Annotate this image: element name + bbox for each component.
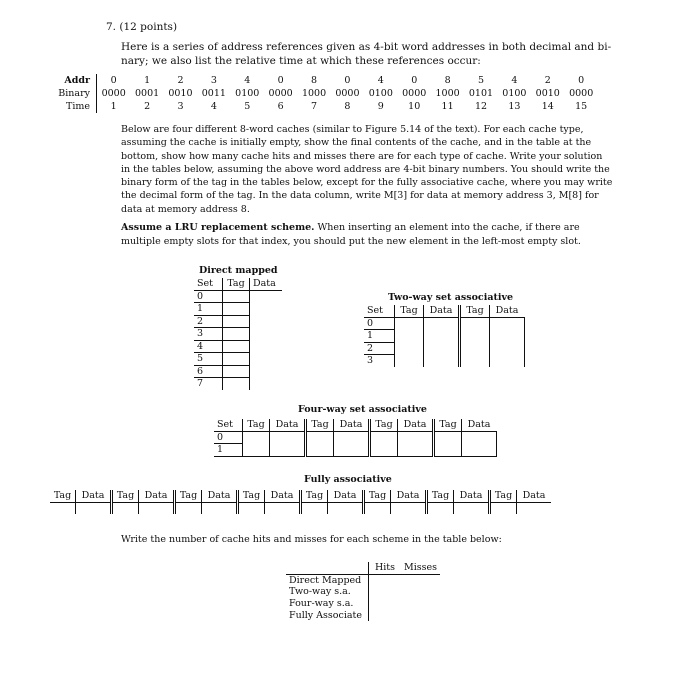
binary-cell: 0100 [502, 88, 527, 99]
time-label: Time [52, 100, 97, 113]
data-cell[interactable] [334, 444, 370, 457]
direct-mapped-title: Direct mapped [199, 265, 278, 276]
addr-row [52, 74, 598, 87]
col-header: Tag [434, 419, 462, 431]
instruction-line: assuming the cache is initially empty, show the final contents of the cache, and in the table at the [121, 137, 592, 149]
table-row [364, 317, 524, 330]
binary-label: Binary [52, 87, 97, 100]
col-header: Data [517, 490, 552, 502]
addr-cell: 5 [477, 75, 485, 86]
binary-cell: 1000 [301, 88, 327, 99]
time-row [52, 100, 598, 113]
data-cell[interactable] [391, 502, 427, 514]
data-cell[interactable] [424, 330, 460, 343]
data-cell[interactable] [202, 502, 238, 514]
data-cell[interactable] [250, 290, 283, 303]
instruction-line: binary form of the tag in the tables below, except for the fully associative cache, where you may write [121, 177, 613, 189]
col-header: Tag [460, 305, 490, 317]
lru-line [121, 221, 581, 235]
scheme-label: Direct Mapped [286, 574, 369, 586]
data-cell[interactable] [398, 431, 434, 444]
col-header: Tag [427, 490, 454, 502]
binary-cell: 0000 [335, 88, 360, 99]
data-cell[interactable] [139, 502, 175, 514]
col-header: Data [454, 490, 490, 502]
data-cell[interactable] [490, 342, 525, 355]
fully-associative-title: Fully associative [304, 474, 392, 485]
col-header: Tag [490, 490, 517, 502]
col-header: Set [214, 419, 243, 431]
set-index: 4 [194, 340, 223, 353]
problem-heading [106, 21, 177, 35]
data-cell[interactable] [334, 431, 370, 444]
hits-misses-table [286, 562, 440, 621]
binary-row [52, 87, 598, 100]
set-index: 0 [214, 431, 243, 444]
address-reference-table [52, 74, 598, 113]
data-cell[interactable] [250, 353, 283, 366]
data-cell[interactable] [462, 431, 497, 444]
data-cell[interactable] [250, 303, 283, 316]
instruction-line: the decimal form of the tag. In the data column, write M[3] for data at memory address 3, M[8] for [121, 190, 599, 202]
addr-cell: 8 [444, 75, 451, 86]
set-index: 3 [364, 355, 395, 367]
tag-cell[interactable] [460, 342, 490, 355]
addr-cell: 4 [244, 75, 251, 86]
data-cell[interactable] [328, 502, 364, 514]
binary-cell: 0100 [368, 88, 393, 99]
tag-cell[interactable] [223, 303, 250, 316]
table-row [286, 598, 440, 610]
set-index: 1 [194, 303, 223, 316]
tag-cell[interactable] [223, 328, 250, 341]
binary-cell: 0011 [201, 88, 226, 99]
set-index: 0 [194, 290, 223, 303]
col-header: Data [328, 490, 364, 502]
hits-header: Hits [369, 562, 402, 574]
instruction-line: in the tables below, assuming the above word address are 4-bit binary numbers. You should write the [121, 163, 610, 175]
tag-cell[interactable] [50, 502, 76, 514]
col-header: Data [265, 490, 301, 502]
summary-corner [286, 562, 369, 574]
tag-cell[interactable] [112, 502, 139, 514]
col-header: Data [76, 490, 112, 502]
problem-number: 7. [106, 21, 117, 33]
col-header: Data [391, 490, 427, 502]
tag-cell[interactable] [301, 502, 328, 514]
tag-cell[interactable] [238, 502, 265, 514]
time-cell: 1 [110, 101, 117, 112]
col-header: Data [490, 305, 525, 317]
binary-cell: 0100 [235, 88, 260, 99]
scheme-label: Fully Associate [286, 609, 369, 621]
data-cell[interactable] [462, 444, 497, 457]
tag-cell[interactable] [395, 355, 424, 367]
set-index: 0 [364, 317, 395, 330]
time-cell: 11 [441, 101, 454, 112]
direct-mapped-table [194, 278, 282, 390]
addr-cell: 3 [210, 75, 217, 86]
tag-cell[interactable] [490, 502, 517, 514]
hits-cell[interactable] [369, 598, 402, 610]
data-cell[interactable] [424, 355, 460, 367]
tag-cell[interactable] [364, 502, 391, 514]
two-way-title: Two-way set associative [388, 292, 514, 303]
table-row [194, 315, 282, 328]
col-header: Tag [223, 278, 250, 290]
col-header: Tag [395, 305, 424, 317]
tag-cell[interactable] [460, 355, 490, 367]
data-cell[interactable] [270, 431, 306, 444]
data-cell[interactable] [517, 502, 552, 514]
hits-cell[interactable] [369, 609, 402, 621]
binary-cell: 0000 [268, 88, 293, 99]
scheme-label: Four-way s.a. [286, 598, 369, 610]
misses-cell[interactable] [401, 598, 440, 610]
set-index: 2 [364, 342, 395, 355]
tag-cell[interactable] [306, 444, 334, 457]
tag-cell[interactable] [395, 317, 424, 330]
data-cell[interactable] [250, 340, 283, 353]
addr-cell: 0 [277, 75, 284, 86]
addr-cell: 0 [578, 75, 585, 86]
tag-cell[interactable] [434, 444, 462, 457]
tag-cell[interactable] [370, 444, 398, 457]
addr-cell: 1 [144, 75, 151, 86]
misses-cell[interactable] [401, 586, 440, 598]
col-header: Tag [175, 490, 202, 502]
set-index: 1 [364, 330, 395, 343]
table-row [214, 444, 496, 457]
time-cell: 15 [575, 101, 588, 112]
intro-text [121, 41, 611, 68]
addr-cell: 0 [411, 75, 418, 86]
tag-cell[interactable] [223, 353, 250, 366]
col-header: Tag [306, 419, 334, 431]
binary-cell: 0000 [402, 88, 427, 99]
table-row [194, 328, 282, 341]
tag-cell[interactable] [223, 365, 250, 378]
col-header: Set [364, 305, 395, 317]
instructions-text [121, 123, 612, 216]
fully-associative-table [50, 490, 551, 514]
tag-cell[interactable] [243, 431, 270, 444]
two-way-table [364, 305, 525, 367]
time-cell: 13 [508, 101, 521, 112]
tag-cell[interactable] [370, 431, 398, 444]
col-header: Data [424, 305, 460, 317]
binary-cell: 0010 [535, 88, 560, 99]
table-row [364, 330, 524, 343]
binary-cell: 0000 [569, 88, 594, 99]
tag-cell[interactable] [243, 444, 270, 457]
problem-points: (12 points) [119, 21, 178, 33]
col-header: Data [462, 419, 497, 431]
time-cell: 4 [210, 101, 217, 112]
col-header: Tag [50, 490, 76, 502]
col-header: Tag [370, 419, 398, 431]
data-cell[interactable] [250, 328, 283, 341]
col-header: Tag [112, 490, 139, 502]
set-index: 3 [194, 328, 223, 341]
tag-cell[interactable] [175, 502, 202, 514]
data-cell[interactable] [250, 365, 283, 378]
misses-cell[interactable] [401, 574, 440, 586]
binary-cell: 0000 [101, 88, 126, 99]
tag-cell[interactable] [460, 330, 490, 343]
time-cell: 2 [144, 101, 151, 112]
table-row [194, 353, 282, 366]
table-row [286, 574, 440, 586]
four-way-table [214, 419, 497, 457]
lru-bold: Assume a LRU replacement scheme. [121, 222, 315, 233]
tag-cell[interactable] [395, 330, 424, 343]
misses-cell[interactable] [401, 609, 440, 621]
lru-text [121, 221, 581, 248]
summary-prompt: Write the number of cache hits and misses for each scheme in the table below: [121, 534, 502, 545]
instruction-line: data at memory address 8. [121, 203, 250, 215]
col-header: Data [270, 419, 306, 431]
col-header: Tag [301, 490, 328, 502]
data-cell[interactable] [424, 317, 460, 330]
set-index: 5 [194, 353, 223, 366]
addr-cell: 8 [311, 75, 318, 86]
data-cell[interactable] [490, 330, 525, 343]
addr-cell: 0 [344, 75, 351, 86]
tag-cell[interactable] [223, 290, 250, 303]
time-cell: 5 [244, 101, 251, 112]
tag-cell[interactable] [460, 317, 490, 330]
data-cell[interactable] [76, 502, 112, 514]
data-cell[interactable] [490, 355, 525, 367]
binary-cell: 0010 [168, 88, 193, 99]
data-cell[interactable] [398, 444, 434, 457]
time-cell: 9 [377, 101, 384, 112]
data-cell[interactable] [454, 502, 490, 514]
table-row [194, 340, 282, 353]
intro-line: Here is a series of address references given as 4-bit word addresses in both decimal and bi- [121, 41, 612, 53]
time-cell: 3 [177, 101, 184, 112]
set-index: 2 [194, 315, 223, 328]
misses-header: Misses [401, 562, 440, 574]
table-row [214, 431, 496, 444]
tag-cell[interactable] [434, 431, 462, 444]
data-cell[interactable] [424, 342, 460, 355]
addr-cell: 0 [110, 75, 117, 86]
table-row [364, 355, 524, 367]
tag-cell[interactable] [223, 378, 250, 390]
binary-cell: 1000 [435, 88, 460, 99]
table-row [194, 365, 282, 378]
hits-cell[interactable] [369, 586, 402, 598]
addr-label: Addr [52, 74, 97, 87]
time-cell: 7 [311, 101, 318, 112]
col-header: Data [202, 490, 238, 502]
col-header: Tag [243, 419, 270, 431]
intro-line: nary; we also list the relative time at which these references occur: [121, 54, 481, 67]
table-row [286, 586, 440, 598]
set-index: 1 [214, 444, 243, 457]
table-row [286, 609, 440, 621]
tag-cell[interactable] [395, 342, 424, 355]
col-header: Data [398, 419, 434, 431]
time-cell: 6 [277, 101, 284, 112]
time-cell: 14 [541, 101, 554, 112]
instruction-line: bottom, show how many cache hits and misses there are for each type of cache. Write your solution [121, 150, 603, 162]
set-index: 6 [194, 365, 223, 378]
binary-cell: 0101 [468, 88, 494, 99]
table-row [194, 303, 282, 316]
set-index: 7 [194, 378, 223, 390]
time-cell: 12 [474, 101, 488, 112]
col-header: Set [194, 278, 223, 290]
addr-cell: 2 [177, 75, 184, 86]
addr-cell: 4 [377, 75, 384, 86]
addr-cell: 4 [511, 75, 518, 86]
data-cell[interactable] [490, 317, 525, 330]
instruction-line: Below are four different 8-word caches (similar to Figure 5.14 of the text). For each cache type, [121, 124, 584, 135]
col-header: Data [250, 278, 283, 290]
table-row [50, 502, 551, 514]
tag-cell[interactable] [306, 431, 334, 444]
col-header: Data [139, 490, 175, 502]
lru-rest: When inserting an element into the cache, if there are [314, 222, 580, 233]
lru-line: multiple empty slots for that index, you should put the new element in the left-most empty slot. [121, 235, 581, 247]
addr-cell: 2 [544, 75, 551, 86]
tag-cell[interactable] [427, 502, 454, 514]
data-cell[interactable] [270, 444, 306, 457]
table-row [364, 342, 524, 355]
tag-cell[interactable] [223, 340, 250, 353]
binary-cell: 0001 [134, 88, 160, 99]
time-cell: 8 [344, 101, 351, 112]
table-row [194, 290, 282, 303]
table-row [194, 378, 282, 390]
tag-cell[interactable] [223, 315, 250, 328]
time-cell: 10 [408, 101, 421, 112]
scheme-label: Two-way s.a. [286, 586, 369, 598]
col-header: Data [334, 419, 370, 431]
hits-cell[interactable] [369, 574, 402, 586]
data-cell[interactable] [250, 315, 283, 328]
col-header: Tag [238, 490, 265, 502]
col-header: Tag [364, 490, 391, 502]
data-cell[interactable] [250, 378, 283, 390]
data-cell[interactable] [265, 502, 301, 514]
four-way-title: Four-way set associative [298, 404, 427, 415]
